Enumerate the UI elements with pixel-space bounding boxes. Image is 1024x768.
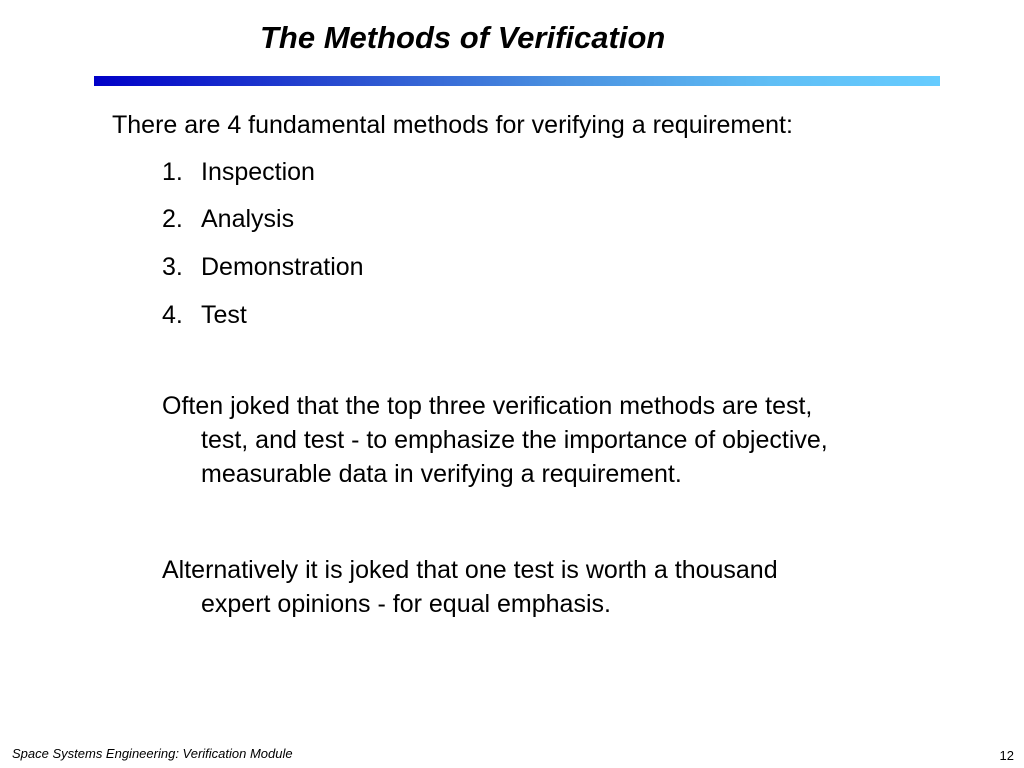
paragraph-line: expert opinions - for equal emphasis. <box>201 590 611 618</box>
list-number: 2. <box>162 205 183 233</box>
page-number: 12 <box>999 748 1014 763</box>
list-label: Demonstration <box>201 253 364 281</box>
list-item <box>162 202 294 236</box>
paragraph-expert-opinions <box>162 553 942 621</box>
footer-text: Space Systems Engineering: Verification Module <box>12 746 293 761</box>
list-item <box>162 250 364 284</box>
list-label: Inspection <box>201 158 315 186</box>
list-number: 1. <box>162 158 183 186</box>
paragraph-test-joke <box>162 389 942 491</box>
list-label: Test <box>201 301 247 329</box>
intro-text: There are 4 fundamental methods for verifying a requirement: <box>112 111 793 139</box>
list-item <box>162 155 315 189</box>
paragraph-line: measurable data in verifying a requirement. <box>201 460 682 488</box>
title-underline-bar <box>94 76 940 86</box>
paragraph-line: test, and test - to emphasize the importance of objective, <box>201 426 828 454</box>
list-label: Analysis <box>201 205 295 233</box>
list-number: 3. <box>162 253 183 281</box>
paragraph-line: Alternatively it is joked that one test is worth a thousand <box>162 556 778 584</box>
paragraph-line: Often joked that the top three verification methods are test, <box>162 392 813 420</box>
list-number: 4. <box>162 301 183 329</box>
slide-title: The Methods of Verification <box>260 20 666 55</box>
list-item <box>162 298 247 332</box>
